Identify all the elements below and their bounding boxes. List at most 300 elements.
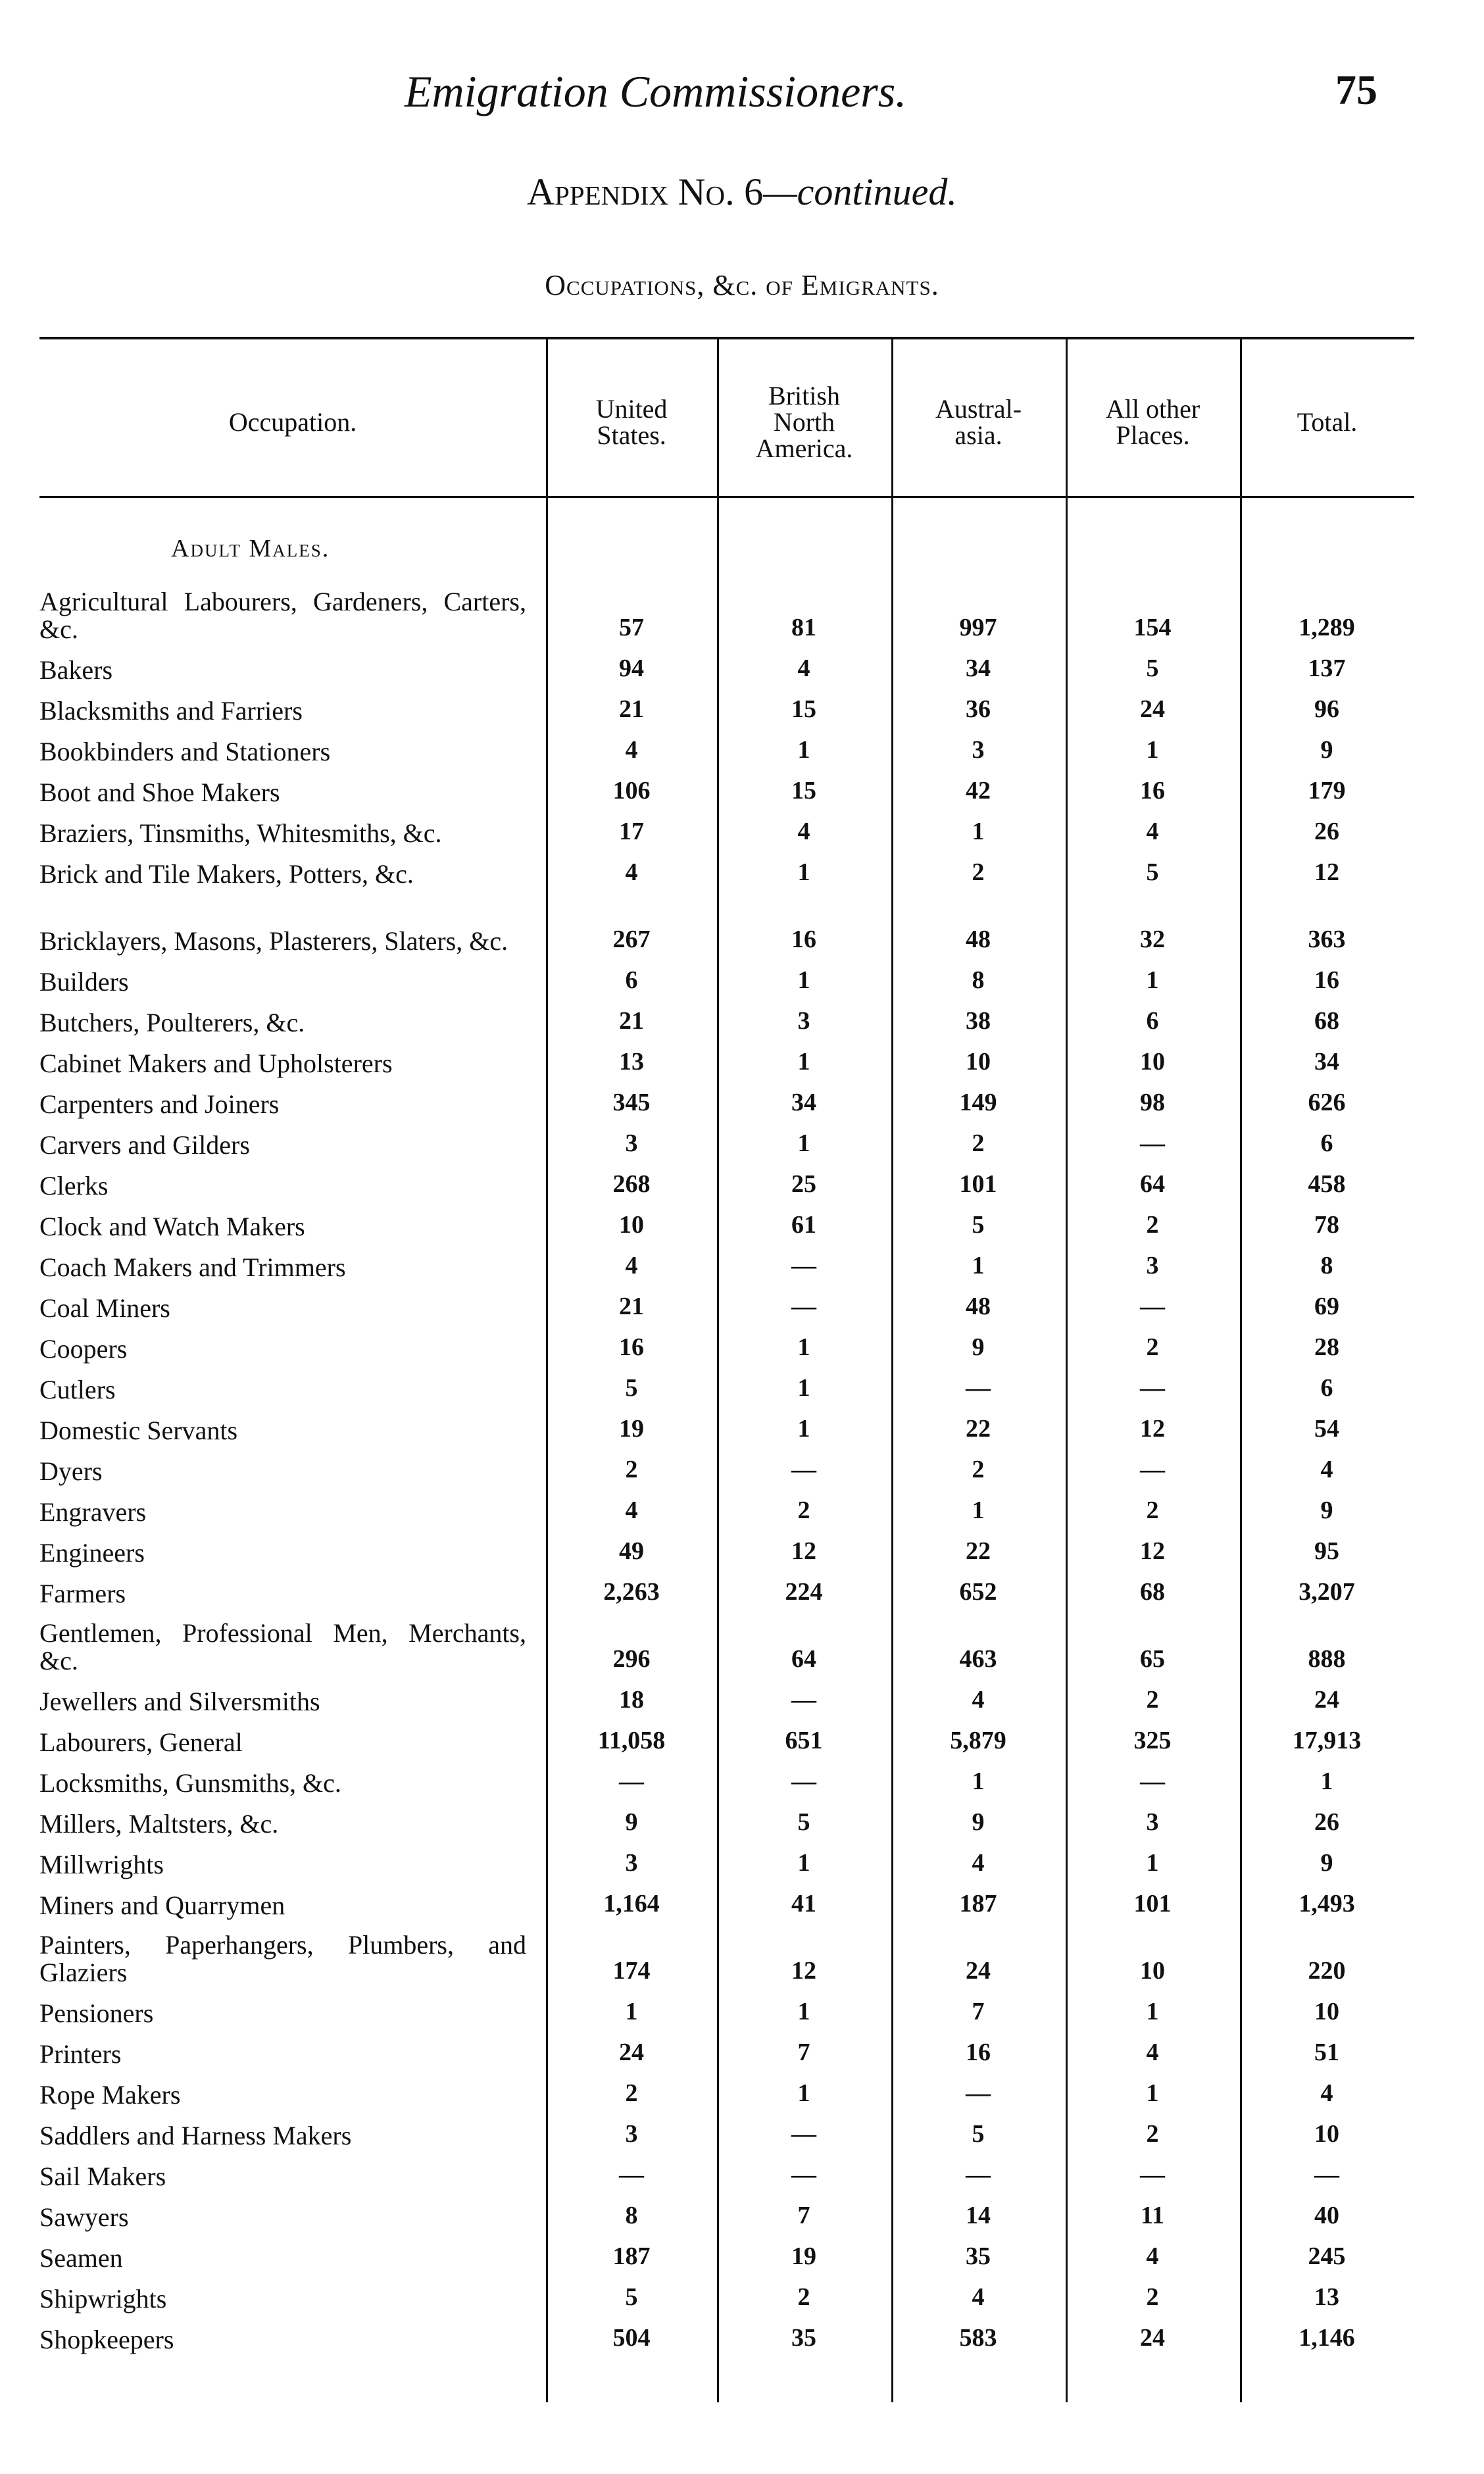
- occupation-name: Bakers: [39, 655, 113, 685]
- value-cell: 220: [1308, 1957, 1346, 1985]
- value-cell: 5: [625, 1374, 638, 1402]
- value-cell: 96: [1314, 695, 1339, 723]
- value-cell: 1: [797, 1333, 810, 1361]
- occupation-cell: [39, 1688, 539, 1716]
- occupation-cell: [39, 860, 539, 888]
- value-cell: 19: [791, 2242, 816, 2270]
- header-rule: [39, 496, 1414, 498]
- value-cell: 64: [1140, 1170, 1165, 1198]
- value-cell: 154: [1133, 614, 1172, 641]
- value-cell: 64: [791, 1645, 816, 1673]
- table-row: [39, 1883, 1414, 1923]
- value-cell: —: [966, 2079, 991, 2107]
- value-cell: 24: [1314, 1686, 1339, 1714]
- value-cell: 1: [797, 966, 810, 994]
- section-label-adult-males: Adult Males.: [171, 535, 330, 562]
- value-cell: 17,913: [1292, 1727, 1362, 1754]
- occupation-name: Pensioners: [39, 1998, 154, 2028]
- value-cell: 34: [966, 655, 991, 682]
- value-cell: 1: [1146, 2079, 1159, 2107]
- value-cell: 6: [1320, 1374, 1333, 1402]
- column-separator: [546, 339, 548, 2402]
- value-cell: 4: [625, 1252, 638, 1279]
- table-row: [39, 1204, 1414, 1245]
- value-cell: 9: [1320, 1497, 1333, 1524]
- occupation-name: Carpenters and Joiners: [39, 1089, 280, 1119]
- occupation-cell: [39, 820, 539, 847]
- value-cell: 38: [966, 1007, 991, 1035]
- occupation-cell: [39, 1335, 539, 1363]
- value-cell: 49: [619, 1537, 644, 1565]
- occupation-cell: [39, 1009, 539, 1037]
- value-cell: 651: [785, 1727, 823, 1754]
- value-cell: 4: [1146, 2039, 1159, 2066]
- value-cell: 3: [625, 1129, 638, 1157]
- value-cell: 5: [1146, 858, 1159, 886]
- value-cell: —: [791, 1456, 816, 1483]
- occupation-name: Gentlemen, Professional Men, Merchants, &c.: [39, 1618, 526, 1675]
- value-cell: 8: [972, 966, 985, 994]
- occupation-cell: [39, 1810, 539, 1838]
- value-cell: —: [619, 2161, 644, 2189]
- value-cell: 2: [797, 2283, 810, 2311]
- value-cell: 1: [625, 1998, 638, 2025]
- table-row: [39, 892, 1414, 959]
- value-cell: 1: [972, 1497, 985, 1524]
- table-row: [39, 1801, 1414, 1842]
- table-row: [39, 647, 1414, 688]
- top-rule: [39, 337, 1414, 339]
- appendix-continued: —continued.: [763, 170, 957, 213]
- occupation-cell: [39, 2081, 539, 2109]
- occupation-name: Bricklayers, Masons, Plasterers, Slaters, &c.: [39, 926, 508, 956]
- value-cell: 179: [1308, 777, 1346, 804]
- table-row: [39, 1760, 1414, 1801]
- occupation-cell: [39, 968, 539, 996]
- page-number: 75: [1335, 66, 1377, 113]
- value-cell: 174: [612, 1957, 651, 1985]
- value-cell: 9: [1320, 1849, 1333, 1877]
- value-cell: 2: [1146, 1211, 1159, 1239]
- occupation-name: Labourers, General: [39, 1727, 243, 1757]
- table-row: [39, 729, 1414, 770]
- occupation-name: Sail Makers: [39, 2162, 166, 2191]
- table-row: [39, 1612, 1414, 1679]
- value-cell: 187: [959, 1890, 997, 1917]
- value-cell: —: [791, 1768, 816, 1795]
- table-row: [39, 2317, 1414, 2358]
- value-cell: 16: [619, 1333, 644, 1361]
- value-cell: —: [966, 1374, 991, 1402]
- value-cell: 626: [1308, 1089, 1346, 1116]
- occupation-name: Coach Makers and Trimmers: [39, 1252, 346, 1282]
- value-cell: 54: [1314, 1415, 1339, 1443]
- column-header-total: Total.: [1297, 407, 1358, 437]
- table-row: [39, 1408, 1414, 1448]
- table-row: [39, 1571, 1414, 1612]
- value-cell: 42: [966, 777, 991, 804]
- value-cell: 10: [1140, 1048, 1165, 1076]
- table-row: [39, 2235, 1414, 2276]
- value-cell: 6: [1320, 1129, 1333, 1157]
- value-cell: 51: [1314, 2039, 1339, 2066]
- value-cell: 16: [791, 926, 816, 953]
- value-cell: 28: [1314, 1333, 1339, 1361]
- value-cell: 14: [966, 2202, 991, 2229]
- occupation-name: Saddlers and Harness Makers: [39, 2121, 352, 2150]
- value-cell: 1: [797, 1849, 810, 1877]
- value-cell: 57: [619, 614, 644, 641]
- value-cell: 4: [625, 1497, 638, 1524]
- value-cell: —: [791, 1252, 816, 1279]
- column-separator: [717, 339, 719, 2402]
- occupation-cell: [39, 2285, 539, 2313]
- value-cell: 4: [972, 1849, 985, 1877]
- value-cell: 1: [1146, 1998, 1159, 2025]
- value-cell: 16: [966, 2039, 991, 2066]
- table-row: [39, 1367, 1414, 1408]
- value-cell: 10: [1314, 1998, 1339, 2025]
- value-cell: —: [791, 2120, 816, 2148]
- value-cell: 3: [1146, 1808, 1159, 1836]
- value-cell: 7: [972, 1998, 985, 2025]
- occupation-cell: [39, 1539, 539, 1567]
- value-cell: 21: [619, 1293, 644, 1320]
- occupation-cell: [39, 1580, 539, 1608]
- value-cell: 48: [966, 926, 991, 953]
- occupations-table: [39, 337, 1414, 2402]
- value-cell: 463: [959, 1645, 997, 1673]
- column-header-australasia: Austral- asia.: [935, 394, 1022, 450]
- occupation-name: Builders: [39, 967, 129, 997]
- value-cell: 1: [797, 858, 810, 886]
- value-cell: 1: [797, 1998, 810, 2025]
- value-cell: 2: [1146, 1333, 1159, 1361]
- table-row: [39, 851, 1414, 892]
- occupation-cell: [39, 2041, 539, 2068]
- value-cell: 21: [619, 695, 644, 723]
- table-row: [39, 1448, 1414, 1489]
- value-cell: 5: [1146, 655, 1159, 682]
- value-cell: 224: [785, 1578, 823, 1606]
- value-cell: 4: [625, 858, 638, 886]
- value-cell: 34: [1314, 1048, 1339, 1076]
- table-row: [39, 1991, 1414, 2031]
- value-cell: 10: [619, 1211, 644, 1239]
- value-cell: 9: [625, 1808, 638, 1836]
- table-row: [39, 1163, 1414, 1204]
- value-cell: 2: [625, 2079, 638, 2107]
- value-cell: 6: [1146, 1007, 1159, 1035]
- value-cell: 2: [972, 858, 985, 886]
- table-row: [39, 2031, 1414, 2072]
- value-cell: 19: [619, 1415, 644, 1443]
- occupation-cell: [39, 1376, 539, 1404]
- value-cell: 13: [619, 1048, 644, 1076]
- value-cell: 4: [972, 2283, 985, 2311]
- value-cell: 98: [1140, 1089, 1165, 1116]
- value-cell: 1: [797, 1129, 810, 1157]
- value-cell: 2: [1146, 2120, 1159, 2148]
- value-cell: 16: [1140, 777, 1165, 804]
- occupation-name: Clerks: [39, 1171, 109, 1200]
- occupation-name: Cutlers: [39, 1375, 116, 1404]
- table-row: [39, 959, 1414, 1000]
- value-cell: —: [1140, 1129, 1165, 1157]
- value-cell: 149: [959, 1089, 997, 1116]
- value-cell: 2: [1146, 1686, 1159, 1714]
- value-cell: 187: [612, 2242, 651, 2270]
- value-cell: —: [791, 1293, 816, 1320]
- column-header-british-north-america: British North America.: [755, 381, 853, 463]
- value-cell: 16: [1314, 966, 1339, 994]
- value-cell: 24: [1140, 695, 1165, 723]
- table-row: [39, 1000, 1414, 1041]
- occupation-cell: [39, 1091, 539, 1118]
- occupation-cell: [39, 1295, 539, 1322]
- occupation-cell: [39, 2163, 539, 2190]
- occupation-cell: [39, 928, 526, 955]
- occupation-name: Carvers and Gilders: [39, 1130, 250, 1160]
- column-separator: [1066, 339, 1068, 2402]
- table-row: [39, 1041, 1414, 1081]
- table-row: [39, 2113, 1414, 2154]
- value-cell: —: [1140, 1456, 1165, 1483]
- occupation-name: Domestic Servants: [39, 1416, 238, 1445]
- value-cell: 1: [972, 818, 985, 845]
- occupation-name: Painters, Paperhangers, Plumbers, and Glaziers: [39, 1930, 526, 1987]
- value-cell: 888: [1308, 1645, 1346, 1673]
- value-cell: 10: [1314, 2120, 1339, 2148]
- occupation-name: Millwrights: [39, 1850, 164, 1879]
- value-cell: 1: [972, 1252, 985, 1279]
- value-cell: 1,493: [1298, 1890, 1355, 1917]
- value-cell: 1: [797, 1374, 810, 1402]
- occupation-name: Shipwrights: [39, 2284, 167, 2313]
- appendix-heading: [0, 170, 1484, 214]
- value-cell: 22: [966, 1537, 991, 1565]
- value-cell: 11,058: [597, 1727, 666, 1754]
- value-cell: 24: [619, 2039, 644, 2066]
- value-cell: 1,146: [1298, 2324, 1355, 2352]
- occupation-name: Boot and Shoe Makers: [39, 778, 280, 807]
- occupation-name: Rope Makers: [39, 2080, 181, 2110]
- value-cell: 68: [1140, 1578, 1165, 1606]
- value-cell: 61: [791, 1211, 816, 1239]
- occupation-name: Seamen: [39, 2243, 123, 2273]
- occupation-cell: [39, 1172, 539, 1200]
- value-cell: 9: [1320, 736, 1333, 764]
- value-cell: 15: [791, 777, 816, 804]
- value-cell: 6: [625, 966, 638, 994]
- value-cell: 69: [1314, 1293, 1339, 1320]
- value-cell: 94: [619, 655, 644, 682]
- value-cell: 3: [797, 1007, 810, 1035]
- occupation-name: Braziers, Tinsmiths, Whitesmiths, &c.: [39, 818, 442, 848]
- table-row: [39, 580, 1414, 647]
- occupation-name: Shopkeepers: [39, 2325, 174, 2354]
- value-cell: 3: [972, 736, 985, 764]
- occupation-cell: [39, 2000, 539, 2027]
- table-row: [39, 1530, 1414, 1571]
- value-cell: 296: [612, 1645, 651, 1673]
- value-cell: 24: [966, 1957, 991, 1985]
- occupation-cell: [39, 1769, 539, 1797]
- value-cell: 1: [797, 1048, 810, 1076]
- value-cell: 12: [791, 1537, 816, 1565]
- value-cell: 8: [625, 2202, 638, 2229]
- value-cell: 7: [797, 2039, 810, 2066]
- occupation-cell: [39, 1620, 526, 1675]
- value-cell: 35: [791, 2324, 816, 2352]
- table-row: [39, 1923, 1414, 1991]
- table-row: [39, 1122, 1414, 1163]
- value-cell: 78: [1314, 1211, 1339, 1239]
- occupation-name: Engravers: [39, 1497, 147, 1527]
- occupation-name: Cabinet Makers and Upholsterers: [39, 1049, 393, 1078]
- value-cell: —: [1140, 1293, 1165, 1320]
- occupation-name: Millers, Maltsters, &c.: [39, 1809, 279, 1839]
- value-cell: 106: [612, 777, 651, 804]
- value-cell: —: [1140, 1768, 1165, 1795]
- table-row: [39, 1326, 1414, 1367]
- table-row: [39, 2194, 1414, 2235]
- value-cell: 10: [966, 1048, 991, 1076]
- occupation-cell: [39, 1931, 526, 1987]
- value-cell: 81: [791, 614, 816, 641]
- occupation-cell: [39, 779, 539, 806]
- occupation-name: Jewellers and Silversmiths: [39, 1687, 320, 1716]
- value-cell: 12: [1140, 1415, 1165, 1443]
- value-cell: 95: [1314, 1537, 1339, 1565]
- occupation-name: Bookbinders and Stationers: [39, 737, 331, 766]
- value-cell: 26: [1314, 818, 1339, 845]
- value-cell: 3: [625, 2120, 638, 2148]
- value-cell: 2: [1146, 1497, 1159, 1524]
- value-cell: 997: [959, 614, 997, 641]
- table-row: [39, 1245, 1414, 1285]
- value-cell: 24: [1140, 2324, 1165, 2352]
- value-cell: 65: [1140, 1645, 1165, 1673]
- value-cell: 13: [1314, 2283, 1339, 2311]
- occupation-cell: [39, 1892, 539, 1919]
- value-cell: 4: [1146, 818, 1159, 845]
- occupation-name: Sawyers: [39, 2202, 129, 2232]
- value-cell: —: [1140, 1374, 1165, 1402]
- value-cell: 245: [1308, 2242, 1346, 2270]
- value-cell: 1: [797, 736, 810, 764]
- value-cell: 363: [1308, 926, 1346, 953]
- table-row: [39, 810, 1414, 851]
- table-row: [39, 1842, 1414, 1883]
- value-cell: 2,263: [603, 1578, 660, 1606]
- value-cell: 12: [791, 1957, 816, 1985]
- occupation-name: Locksmiths, Gunsmiths, &c.: [39, 1768, 341, 1798]
- occupation-cell: [39, 1729, 539, 1756]
- value-cell: 1: [797, 2079, 810, 2107]
- table-row: [39, 2276, 1414, 2317]
- table-row: [39, 770, 1414, 810]
- occupation-cell: [39, 1851, 539, 1879]
- table-row: [39, 1719, 1414, 1760]
- occupation-name: Farmers: [39, 1579, 126, 1608]
- value-cell: 15: [791, 695, 816, 723]
- occupation-name: Agricultural Labourers, Gardeners, Carters, &c.: [39, 587, 526, 644]
- value-cell: 1: [1320, 1768, 1333, 1795]
- value-cell: 4: [797, 818, 810, 845]
- value-cell: —: [791, 2161, 816, 2189]
- value-cell: 5: [972, 1211, 985, 1239]
- value-cell: 5,879: [950, 1727, 1006, 1754]
- value-cell: 36: [966, 695, 991, 723]
- column-separator: [1240, 339, 1242, 2402]
- value-cell: 4: [797, 655, 810, 682]
- value-cell: 2: [1146, 2283, 1159, 2311]
- value-cell: 5: [972, 2120, 985, 2148]
- value-cell: 7: [797, 2202, 810, 2229]
- value-cell: 101: [1133, 1890, 1172, 1917]
- value-cell: 4: [1146, 2242, 1159, 2270]
- value-cell: —: [619, 1768, 644, 1795]
- occupation-name: Coal Miners: [39, 1293, 170, 1323]
- table-row: [39, 688, 1414, 729]
- occupation-cell: [39, 1050, 539, 1077]
- value-cell: 1,164: [603, 1890, 660, 1917]
- value-cell: 3: [1146, 1252, 1159, 1279]
- value-cell: 17: [619, 818, 644, 845]
- table-row: [39, 1285, 1414, 1326]
- occupation-cell: [39, 2122, 539, 2150]
- occupation-name: Printers: [39, 2039, 122, 2069]
- value-cell: 325: [1133, 1727, 1172, 1754]
- occupation-cell: [39, 1417, 539, 1445]
- occupation-name: Miners and Quarrymen: [39, 1891, 285, 1920]
- value-cell: 34: [791, 1089, 816, 1116]
- value-cell: 3,207: [1298, 1578, 1355, 1606]
- value-cell: 504: [612, 2324, 651, 2352]
- occupation-cell: [39, 738, 539, 766]
- value-cell: 267: [612, 926, 651, 953]
- value-cell: 12: [1314, 858, 1339, 886]
- value-cell: 345: [612, 1089, 651, 1116]
- occupation-cell: [39, 2204, 539, 2231]
- value-cell: 3: [625, 1849, 638, 1877]
- occupation-name: Butchers, Poulterers, &c.: [39, 1008, 305, 1037]
- value-cell: 4: [1320, 1456, 1333, 1483]
- running-title: Emigration Commissioners.: [405, 66, 907, 116]
- column-header-united-states: United States.: [595, 394, 668, 450]
- occupation-cell: [39, 1213, 539, 1241]
- value-cell: 137: [1308, 655, 1346, 682]
- value-cell: 41: [791, 1890, 816, 1917]
- table-row: [39, 1679, 1414, 1719]
- value-cell: —: [791, 1686, 816, 1714]
- appendix-main: Appendix No. 6: [527, 170, 764, 213]
- column-separator: [891, 339, 893, 2402]
- value-cell: 101: [959, 1170, 997, 1198]
- value-cell: 1: [1146, 1849, 1159, 1877]
- table-row: [39, 2154, 1414, 2194]
- occupation-name: Engineers: [39, 1538, 145, 1568]
- value-cell: 268: [612, 1170, 651, 1198]
- column-header-all-other-places: All other Places.: [1105, 394, 1200, 450]
- value-cell: 1: [797, 1415, 810, 1443]
- occupation-cell: [39, 1131, 539, 1159]
- value-cell: 26: [1314, 1808, 1339, 1836]
- value-cell: 48: [966, 1293, 991, 1320]
- value-cell: 9: [972, 1808, 985, 1836]
- value-cell: 2: [972, 1129, 985, 1157]
